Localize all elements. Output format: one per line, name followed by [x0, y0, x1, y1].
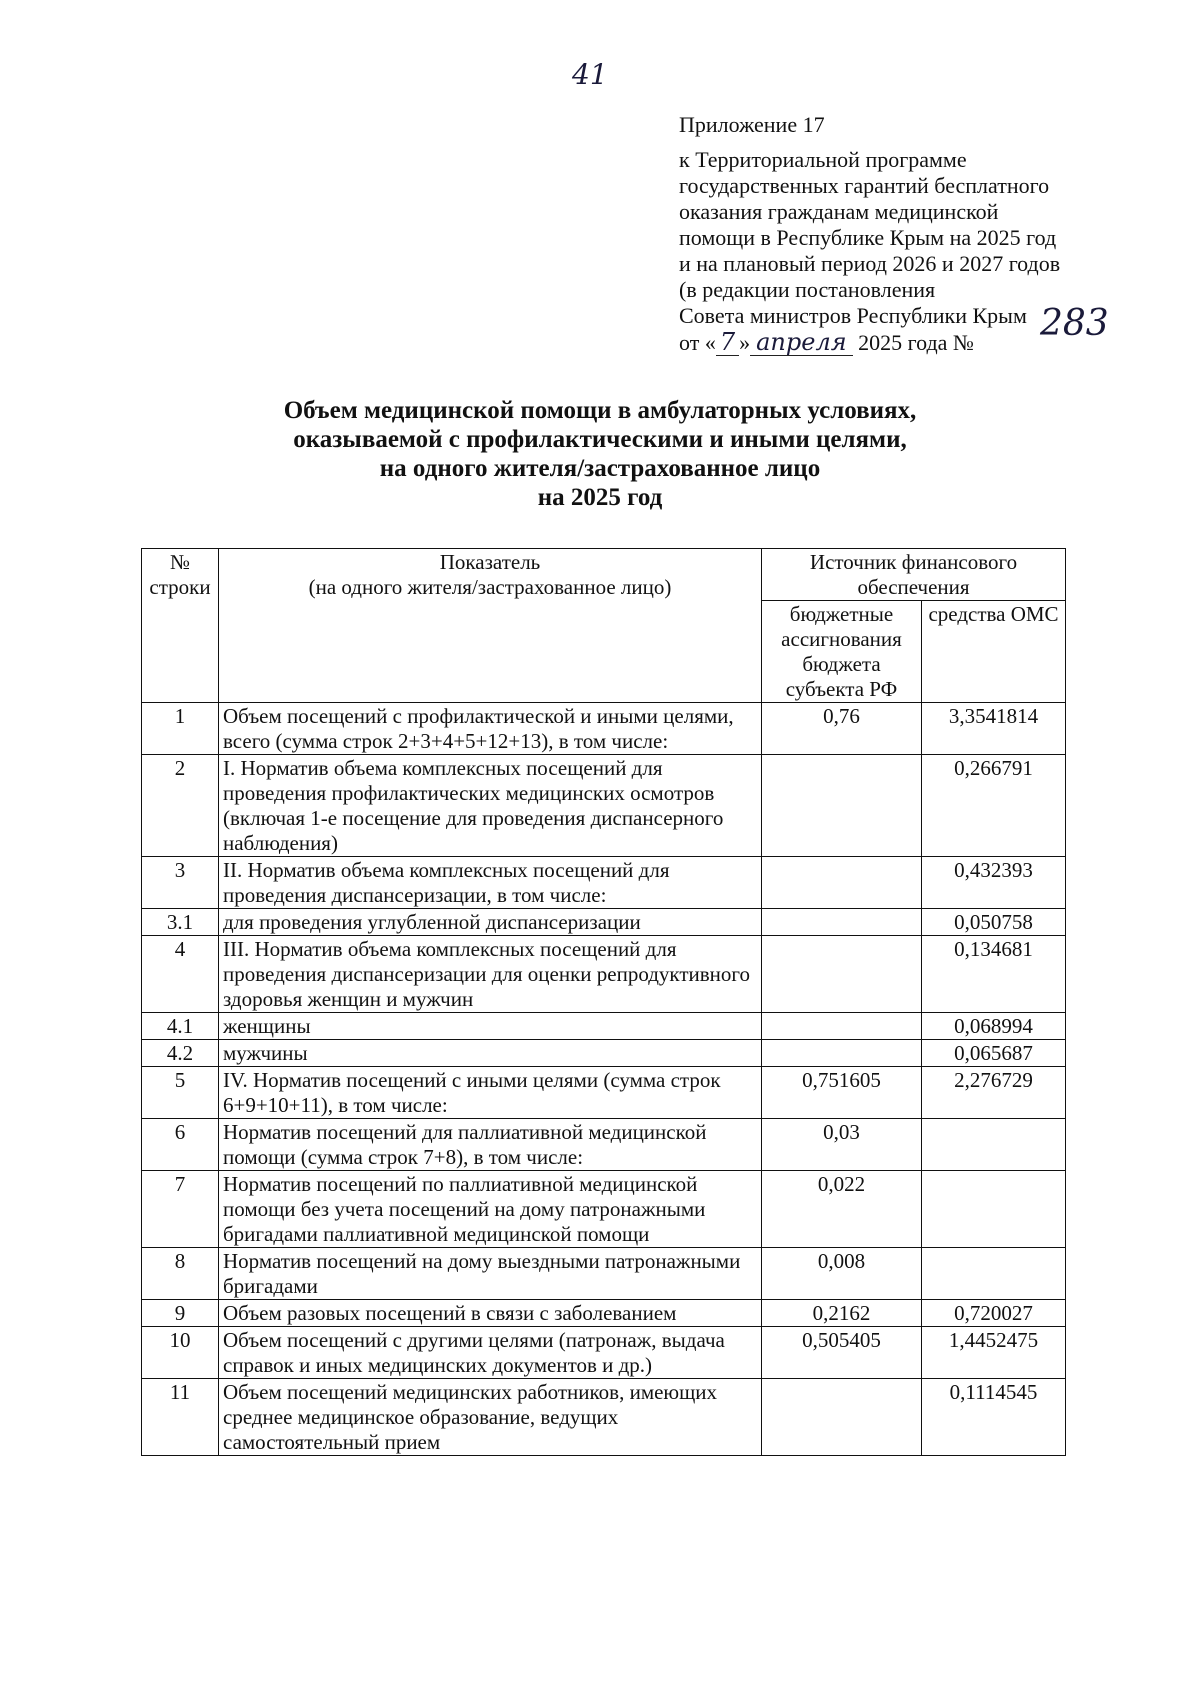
row-number: 2: [142, 755, 219, 857]
row-budget-value: 0,505405: [762, 1327, 922, 1379]
row-budget-value: 0,022: [762, 1171, 922, 1248]
row-number: 9: [142, 1300, 219, 1327]
row-budget-value: 0,2162: [762, 1300, 922, 1327]
row-indicator: IV. Норматив посещений с иными целями (сумма строк 6+9+10+11), в том числе:: [219, 1067, 762, 1119]
row-number: 4.2: [142, 1040, 219, 1067]
table-row: [142, 1040, 1066, 1067]
row-budget-value: [762, 1040, 922, 1067]
document-title-line-1: Объем медицинской помощи в амбулаторных условиях,: [283, 397, 917, 424]
row-budget-value: [762, 936, 922, 1013]
row-oms-value: 0,432393: [922, 857, 1066, 909]
row-number: 4.1: [142, 1013, 219, 1040]
row-number: 7: [142, 1171, 219, 1248]
row-budget-value: [762, 857, 922, 909]
row-number: 6: [142, 1119, 219, 1171]
row-indicator: Норматив посещений для паллиативной медицинской помощи (сумма строк 7+8), в том числе:: [219, 1119, 762, 1171]
table-row: [142, 857, 1066, 909]
document-title: [200, 396, 1000, 512]
row-budget-value: 0,03: [762, 1119, 922, 1171]
date-year-text: 2025 года №: [858, 330, 974, 355]
row-indicator: II. Норматив объема комплексных посещений для проведения диспансеризации, в том числе:: [219, 857, 762, 909]
row-indicator: Объем разовых посещений в связи с заболеванием: [219, 1300, 762, 1327]
row-indicator: женщины: [219, 1013, 762, 1040]
row-indicator: мужчины: [219, 1040, 762, 1067]
decree-number-handwritten: 283: [1040, 303, 1109, 344]
table-row: [142, 1119, 1066, 1171]
appendix-line-4: помощи в Республике Крым на 2025 год: [679, 225, 1057, 250]
row-number: 8: [142, 1248, 219, 1300]
page-number: 41: [572, 58, 608, 91]
table-row: [142, 1067, 1066, 1119]
table-row: [142, 1013, 1066, 1040]
header-funding-source: Источник финансового обеспечения: [762, 549, 1066, 601]
row-indicator: Объем посещений с профилактической и иными целями, всего (сумма строк 2+3+4+5+12+13), в том числе:: [219, 703, 762, 755]
row-indicator: III. Норматив объема комплексных посещений для проведения диспансеризации для оценки репродуктивного здоровья женщин и мужчин: [219, 936, 762, 1013]
row-oms-value: [922, 1171, 1066, 1248]
row-oms-value: 0,050758: [922, 909, 1066, 936]
appendix-line-7: Совета министров Республики Крым: [679, 303, 1027, 328]
header-indicator-label: Показатель: [439, 550, 541, 574]
row-number: 3: [142, 857, 219, 909]
row-budget-value: 0,008: [762, 1248, 922, 1300]
row-number: 3.1: [142, 909, 219, 936]
table-row: [142, 1248, 1066, 1300]
row-oms-value: 0,068994: [922, 1013, 1066, 1040]
table-row: [142, 703, 1066, 755]
table-row: [142, 1300, 1066, 1327]
document-title-line-4: на 2025 год: [537, 484, 663, 511]
table-row: [142, 936, 1066, 1013]
date-sep: »: [739, 330, 751, 355]
appendix-line-3: оказания гражданам медицинской: [679, 199, 999, 224]
row-oms-value: 0,720027: [922, 1300, 1066, 1327]
row-oms-value: 0,065687: [922, 1040, 1066, 1067]
row-indicator: для проведения углубленной диспансеризации: [219, 909, 762, 936]
header-indicator: [219, 549, 762, 703]
row-oms-value: [922, 1248, 1066, 1300]
header-oms: средства ОМС: [922, 601, 1066, 703]
table-row: [142, 755, 1066, 857]
row-oms-value: [922, 1119, 1066, 1171]
table-row: [142, 1379, 1066, 1456]
appendix-line-1: к Территориальной программе: [679, 147, 967, 172]
date-month-handwritten: апреля: [750, 329, 853, 356]
header-row-number: № строки: [142, 549, 219, 703]
date-prefix: от «: [679, 330, 716, 355]
row-indicator: Объем посещений медицинских работников, имеющих среднее медицинское образование, ведущих самостоятельный прием: [219, 1379, 762, 1456]
row-number: 1: [142, 703, 219, 755]
row-budget-value: [762, 1379, 922, 1456]
row-oms-value: 3,3541814: [922, 703, 1066, 755]
date-day-handwritten: 7: [716, 329, 739, 356]
appendix-title: Приложение 17: [679, 112, 825, 137]
row-budget-value: [762, 755, 922, 857]
row-number: 5: [142, 1067, 219, 1119]
table-row: [142, 1171, 1066, 1248]
row-oms-value: 0,1114545: [922, 1379, 1066, 1456]
appendix-line-5: и на плановый период 2026 и 2027 годов: [679, 251, 1061, 276]
document-title-line-3: на одного жителя/застрахованное лицо: [379, 455, 821, 482]
row-number: 11: [142, 1379, 219, 1456]
row-indicator: Норматив посещений по паллиативной медицинской помощи без учета посещений на дому патронажными бригадами паллиативной медицинской помощи: [219, 1171, 762, 1248]
row-budget-value: 0,76: [762, 703, 922, 755]
row-budget-value: 0,751605: [762, 1067, 922, 1119]
row-oms-value: 0,134681: [922, 936, 1066, 1013]
appendix-line-6: (в редакции постановления: [679, 277, 936, 302]
table-row: [142, 909, 1066, 936]
table-row: [142, 1327, 1066, 1379]
row-oms-value: 2,276729: [922, 1067, 1066, 1119]
appendix-line-2: государственных гарантий бесплатного: [679, 173, 1050, 198]
indicators-table: [141, 548, 1066, 1456]
document-title-line-2: оказываемой с профилактическими и иными целями,: [293, 426, 907, 453]
row-indicator: I. Норматив объема комплексных посещений для проведения профилактических медицинских осмотров (включая 1-е посещение для проведения диспансерного наблюдения): [219, 755, 762, 857]
row-indicator: Объем посещений с другими целями (патронаж, выдача справок и иных медицинских документов и др.): [219, 1327, 762, 1379]
row-oms-value: 0,266791: [922, 755, 1066, 857]
row-oms-value: 1,4452475: [922, 1327, 1066, 1379]
row-budget-value: [762, 909, 922, 936]
row-indicator: Норматив посещений на дому выездными патронажными бригадами: [219, 1248, 762, 1300]
row-number: 4: [142, 936, 219, 1013]
header-budget: бюджетные ассигнования бюджета субъекта РФ: [762, 601, 922, 703]
row-budget-value: [762, 1013, 922, 1040]
row-number: 10: [142, 1327, 219, 1379]
header-indicator-sub: (на одного жителя/застрахованное лицо): [308, 575, 672, 599]
